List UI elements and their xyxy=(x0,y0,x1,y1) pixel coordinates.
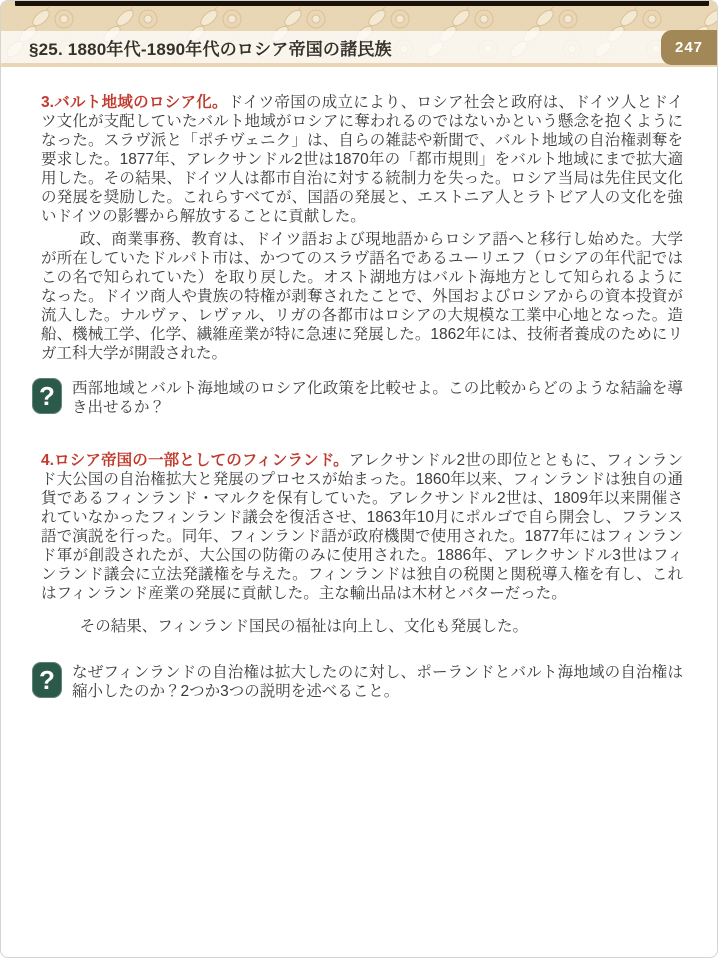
page-number-badge: 247 xyxy=(661,30,717,65)
header-ornament-band xyxy=(1,1,717,67)
question-icon: ? xyxy=(32,378,62,414)
question-block-1 xyxy=(32,378,683,417)
section-4-paragraph-2: その結果、フィンランド国民の福祉は向上し、文化も発展した。 xyxy=(79,618,529,635)
section-3-paragraph-1 xyxy=(41,93,683,226)
section-4-heading: 4.ロシア帝国の一部としてのフィンランド。 xyxy=(41,452,349,469)
question-block-2 xyxy=(32,662,683,701)
question-1-text: 西部地域とバルト海地域のロシア化政策を比較せよ。この比較からどのような結論を導き出せるか？ xyxy=(72,380,683,416)
page-title: §25. 1880年代-1890年代のロシア帝国の諸民族 xyxy=(29,39,392,59)
top-dark-rule xyxy=(15,1,709,6)
section-3-heading: 3.バルト地域のロシア化。 xyxy=(41,94,228,111)
chapter-title-bar xyxy=(1,31,717,63)
page-content xyxy=(1,67,717,701)
question-2-text: なぜフィンランドの自治権は拡大したのに対し、ポーランドとバルト海地域の自治権は縮小したのか？2つか3つの説明を述べること。 xyxy=(72,664,683,700)
section-3-body-text: ドイツ帝国の成立により、ロシア社会と政府は、ドイツ人とドイツ文化が支配していたバルト地域がロシアに奪われるのではないかという懸念を抱くようになった。スラヴ派と「ポチヴェニク」は、自らの雑誌や新聞で、バルト地域の自治権剥奪を要求した。1877年、アレクサンドル2世は1870年の「都市規則」をバルト地域にまで拡大適用した。その結果、ドイツ人は都市自治に対する統制力を失った。ロシア当局は先住民文化の発展を奨励した。これらすべてが、国語の発展と、エストニア人とラトビア人の文化を強いドイツの影響から解放することに貢献した。 xyxy=(41,94,683,225)
question-icon: ? xyxy=(32,662,62,698)
section-4-paragraph-1 xyxy=(41,451,683,603)
section-3-paragraph-2: 政、商業事務、教育は、ドイツ語および現地語からロシア語へと移行し始めた。大学が所在していたドルパト市は、かつてのスラヴ語名であるユーリエフ（ロシアの年代記ではこの名で知られていた）を取り戻した。オスト湖地方はバルト海地方として知られるようになった。ドイツ商人や貴族の特権が剥奪されたことで、外国およびロシアからの資本投資が流入した。ナルヴァ、レヴァル、リガの各都市はロシアの大規模な工業中心地となった。造船、機械工学、化学、繊維産業が特に急速に発展した。1862年には、技術者養成のためにリガ工科大学が開設された。 xyxy=(41,231,684,362)
section-4-body-text: アレクサンドル2世の即位とともに、フィンランド大公国の自治権拡大と発展のプロセスが始まった。1860年以来、フィンランドは独自の通貨であるフィンランド・マルクを保有していた。アレクサンドル2世は、1809年以来開催されていなかったフィンランド議会を復活させ、1863年10月にポルゴで自ら開会し、フランス語で演説を行った。同年、フィンランド語が政府機関で使用された。1877年にはフィンランド軍が創設されたが、大公国の防衛のみに使用された。1886年、アレクサンドル3世はフィンランド議会に立法発議権を与えた。フィンランドは独自の税関と関税導入権を有し、これはフィンランド産業の発展に貢献した。主な輸出品は木材とバターだった。 xyxy=(41,452,683,602)
